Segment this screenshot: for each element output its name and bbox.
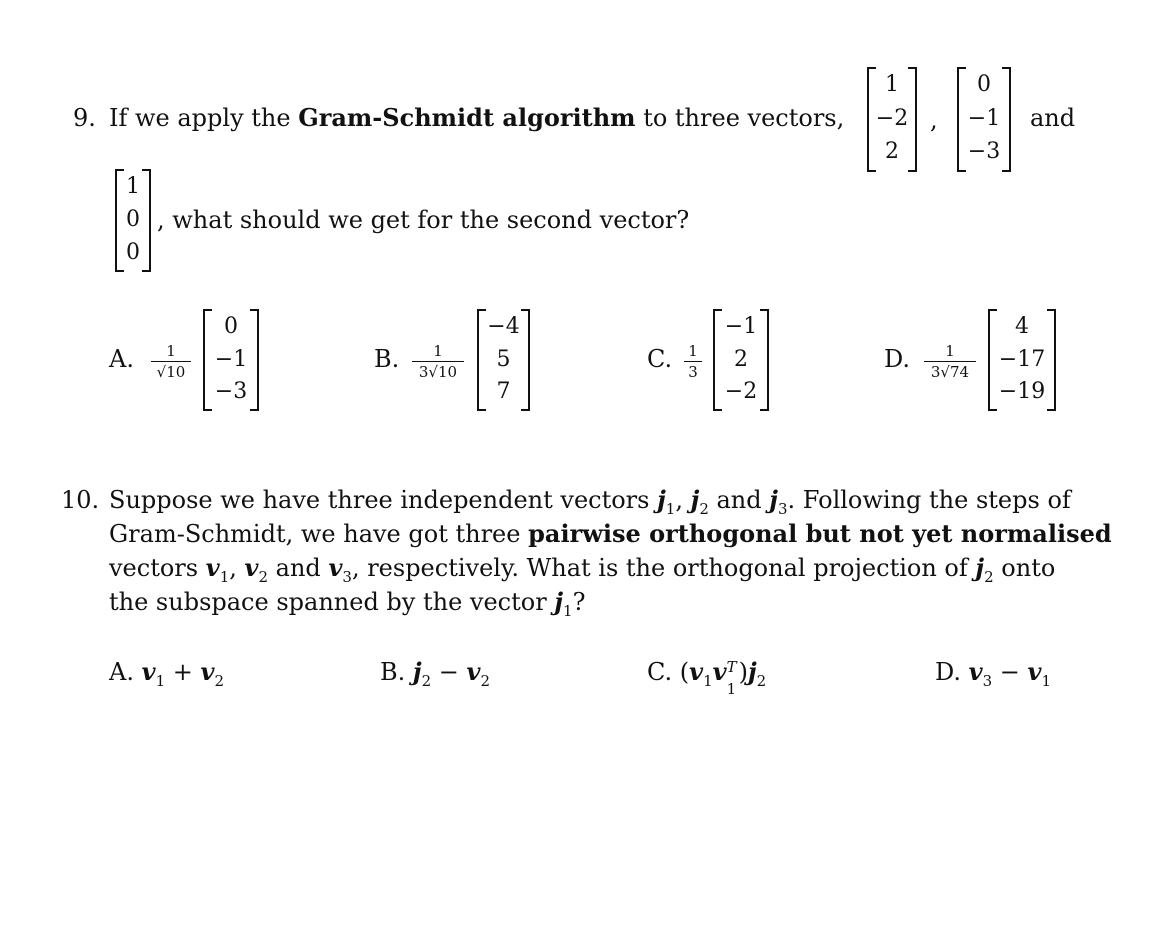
operator: +: [172, 658, 193, 686]
subscript: 3: [342, 567, 352, 586]
option-label: C.: [647, 658, 673, 686]
comma: ,: [229, 554, 237, 582]
math-symbol: j: [747, 657, 757, 686]
matrix-entry: 1: [885, 72, 899, 97]
fraction-numerator: 1: [924, 342, 976, 362]
q9-vector-1: [867, 69, 917, 170]
matrix-entry: −1: [214, 347, 248, 372]
option-label: D.: [935, 658, 962, 686]
q10-line2: [109, 519, 1112, 548]
fraction-denominator: 3√74: [930, 363, 970, 381]
math-symbol: j: [690, 485, 700, 514]
matrix-entry: −1: [724, 314, 758, 339]
subscript: 2: [214, 671, 224, 690]
option-scalar: [412, 342, 464, 381]
fraction-denominator: 3: [688, 363, 698, 381]
subscript: 1: [1041, 671, 1052, 690]
matrix-entry: 2: [885, 139, 899, 164]
math-symbol: v: [712, 657, 727, 686]
subscript: 1: [219, 567, 230, 586]
operator: −: [999, 658, 1020, 686]
subscript: 3: [982, 671, 993, 690]
subscript: 2: [421, 671, 432, 690]
math-symbol: j: [657, 485, 666, 514]
q10-line1: [109, 485, 1071, 518]
fraction-numerator: 1: [412, 342, 464, 362]
fraction-denominator: √10: [156, 363, 186, 381]
subscript: 1: [726, 680, 737, 698]
superscript: T: [726, 658, 737, 676]
math-symbol: v: [200, 657, 215, 686]
close-paren: ): [738, 658, 748, 686]
question-mark: ?: [572, 588, 586, 616]
q9-vector-2: [957, 69, 1011, 170]
matrix-entry: 7: [496, 379, 511, 404]
option-label: A.: [109, 658, 134, 686]
subscript: 1: [665, 499, 676, 518]
option-label: C.: [647, 345, 673, 373]
operator: −: [438, 658, 459, 686]
option-scalar: [684, 342, 702, 381]
matrix-entry: −3: [214, 379, 248, 404]
q10-text: Gram-Schmidt, we have got three: [109, 520, 521, 548]
q10-text: Suppose we have three independent vectors: [109, 486, 650, 514]
q9-and: and: [1030, 104, 1076, 132]
option-scalar: [151, 342, 191, 381]
fraction-numerator: 1: [151, 342, 191, 362]
math-symbol: v: [328, 553, 343, 582]
subscript: 1: [703, 671, 713, 690]
matrix-entry: 0: [126, 207, 140, 232]
matrix-entry: 0: [126, 240, 140, 265]
comma: ,: [675, 486, 683, 514]
matrix-entry: −17: [998, 347, 1046, 372]
fraction-denominator: 3√10: [418, 363, 458, 381]
q9-bold-term: Gram-Schmidt algorithm: [298, 103, 636, 132]
matrix-entry: −1: [967, 106, 1001, 131]
subscript: 2: [756, 671, 767, 690]
matrix-entry: −2: [724, 379, 758, 404]
q9-vector-3: [115, 171, 151, 270]
math-symbol: v: [1027, 657, 1042, 686]
math-symbol: j: [412, 657, 422, 686]
q10-option-a[interactable]: [109, 657, 224, 690]
option-label: A.: [109, 345, 134, 373]
q10-bold-text: pairwise orthogonal but not yet normalised: [528, 519, 1112, 548]
subscript: 3: [777, 499, 788, 518]
subscript: 2: [699, 499, 709, 518]
and-word: and: [275, 554, 321, 582]
q10-text: . Following the steps of: [787, 486, 1071, 514]
subscript: 2: [480, 671, 491, 690]
option-label: B.: [374, 345, 400, 373]
and-word: and: [716, 486, 762, 514]
matrix-entry: −19: [998, 379, 1046, 404]
math-symbol: j: [975, 553, 985, 582]
q10-option-c[interactable]: [647, 657, 767, 698]
option-scalar: [924, 342, 976, 381]
subscript: 1: [155, 671, 166, 690]
subscript: 2: [984, 567, 994, 586]
q9-line2: , what should we get for the second vector?: [157, 206, 690, 234]
math-symbol: v: [205, 553, 220, 582]
q9-number: 9.: [73, 104, 96, 132]
matrix-entry: −2: [875, 106, 909, 131]
matrix-entry: 4: [1015, 314, 1029, 339]
option-vector: [203, 311, 259, 409]
q10-text: onto: [1001, 554, 1056, 582]
matrix-entry: 0: [977, 72, 991, 97]
math-symbol: j: [554, 587, 564, 616]
open-paren: (: [679, 658, 690, 686]
matrix-entry: −4: [487, 314, 520, 339]
q10-line3: [109, 553, 1056, 586]
option-label: B.: [380, 658, 406, 686]
q9-text-after: to three vectors,: [643, 104, 845, 132]
q9-text-before: If we apply the: [109, 104, 291, 132]
q10-text: the subspace spanned by the vector: [109, 588, 547, 616]
matrix-entry: −3: [967, 139, 1001, 164]
math-symbol: v: [141, 657, 156, 686]
matrix-entry: 1: [126, 174, 140, 199]
option-vector: [988, 311, 1056, 409]
math-symbol: v: [244, 553, 259, 582]
option-vector: [477, 311, 530, 409]
matrix-entry: 5: [496, 347, 511, 372]
q10-line4: [109, 587, 586, 620]
q10-text: , respectively. What is the orthogonal projection of: [351, 554, 968, 582]
q10-option-d[interactable]: [935, 657, 1052, 690]
q9-line1: [109, 103, 845, 132]
math-symbol: v: [466, 657, 481, 686]
q10-option-b[interactable]: [380, 657, 491, 690]
matrix-entry: 0: [224, 314, 238, 339]
math-symbol: v: [689, 657, 704, 686]
option-label: D.: [884, 345, 911, 373]
q10-number: 10.: [61, 486, 100, 514]
subscript: 2: [258, 567, 269, 586]
subscript: 1: [563, 601, 573, 620]
fraction-numerator: 1: [684, 342, 702, 362]
math-symbol: v: [968, 657, 983, 686]
comma: ,: [930, 106, 938, 134]
math-symbol: j: [769, 485, 778, 514]
option-vector: [713, 311, 769, 409]
q10-text: vectors: [109, 554, 199, 582]
matrix-entry: 2: [734, 347, 748, 372]
